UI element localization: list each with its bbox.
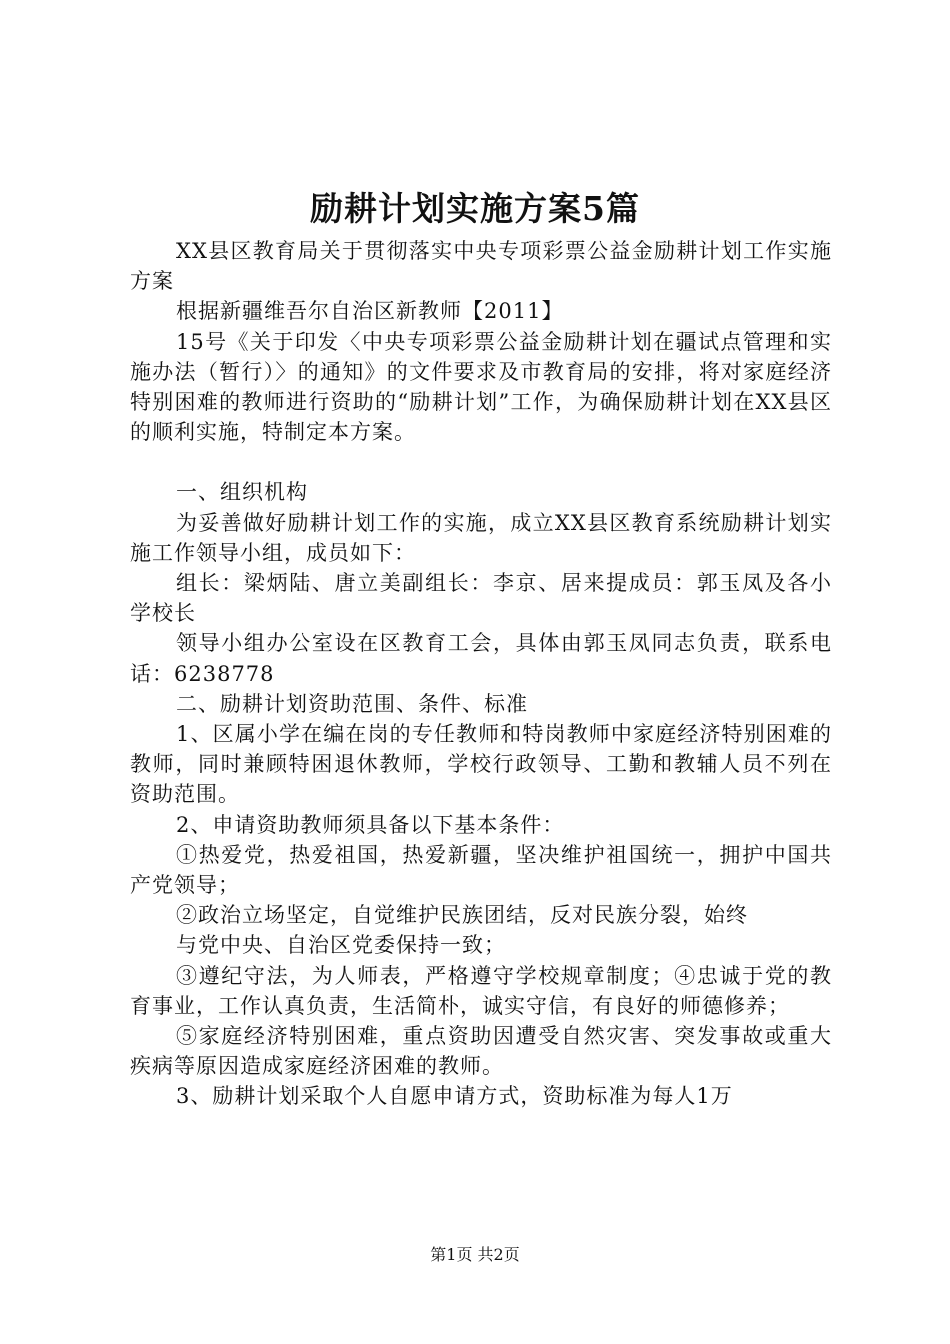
document-body xyxy=(130,236,832,1112)
paragraph-condition-3-4: ③遵纪守法，为人师表，严格遵守学校规章制度；④忠诚于党的教育事业，工作认真负责，生活简朴，诚实守信，有良好的师德修养； xyxy=(130,963,832,1018)
paragraph-condition-2-cont: 与党中央、自治区党委保持一致； xyxy=(176,933,506,958)
paragraph-condition-2: ②政治立场坚定，自觉维护民族团结，反对民族分裂，始终 xyxy=(176,903,748,928)
paragraph-notice: 15号《关于印发〈中央专项彩票公益金励耕计划在疆试点管理和实施办法（暂行）〉的通知》的文件要求及市教育局的安排，将对家庭经济特别困难的教师进行资助的“励耕计划”工作，为确保励耕计划在XX县区的顺利实施，特制定本方案。 xyxy=(130,329,832,445)
document-title: 励耕计划实施方案5篇 xyxy=(310,189,640,228)
paragraph-members: 组长：梁炳陆、唐立美副组长：李京、居来提成员：郭玉凤及各小学校长 xyxy=(130,571,832,626)
paragraph-office: 领导小组办公室设在区教育工会，具体由郭玉凤同志负责，联系电话：6238778 xyxy=(130,631,832,686)
paragraph-condition-1: ①热爱党，热爱祖国，热爱新疆，坚决维护祖国统一，拥护中国共产党领导； xyxy=(130,842,832,898)
page-footer: 第1页 共2页 xyxy=(430,1245,520,1264)
paragraph-scope-3: 3、励耕计划采取个人自愿申请方式，资助标准为每人1万 xyxy=(176,1084,733,1109)
section-heading-organization: 一、组织机构 xyxy=(176,480,308,505)
paragraph-scope-2: 2、申请资助教师须具备以下基本条件： xyxy=(176,812,565,837)
paragraph-basis: 根据新疆维吾尔自治区新教师【2011】 xyxy=(176,299,564,324)
section-heading-scope: 二、励耕计划资助范围、条件、标准 xyxy=(176,691,528,716)
blank-line xyxy=(130,447,832,477)
paragraph-organization: 为妥善做好励耕计划工作的实施，成立XX县区教育系统励耕计划实施工作领导小组，成员如下： xyxy=(130,510,832,565)
paragraph-heading-line: XX县区教育局关于贯彻落实中央专项彩票公益金励耕计划工作实施方案 xyxy=(130,239,832,294)
paragraph-scope-1: 1、区属小学在编在岗的专任教师和特岗教师中家庭经济特别困难的教师，同时兼顾特困退休教师，学校行政领导、工勤和教辅人员不列在资助范围。 xyxy=(130,722,832,807)
paragraph-condition-5: ⑤家庭经济特别困难，重点资助因遭受自然灾害、突发事故或重大疾病等原因造成家庭经济困难的教师。 xyxy=(130,1024,832,1079)
